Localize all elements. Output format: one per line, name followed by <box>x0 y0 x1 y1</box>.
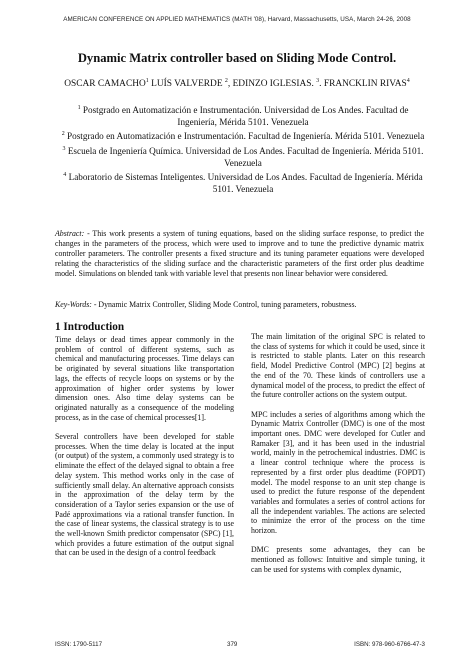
affiliation-number: 1 <box>77 105 81 111</box>
affiliation-text: Postgrado en Automatización e Instrumentación. Facultad de Ingeniería. Mérida 5101. Venezuela <box>67 131 425 142</box>
author-affiliation-number: 2 <box>224 78 228 84</box>
affiliation <box>58 128 428 142</box>
author-affiliation-number: 4 <box>406 78 410 84</box>
author-affiliation-number: 3 <box>316 78 320 84</box>
affiliation-number: 4 <box>63 172 67 179</box>
affiliation-text: Postgrado en Automatización e Instrumentación. Universidad de Los Andes. Facultad de Ingeniería, Mérida 5101. Venezuela <box>82 105 409 128</box>
body-paragraph: MPC includes a series of algorithms among which the Dynamic Matrix Controller (DMC) is one of the most important ones. DMC were developed for Cutler and Ramaker [3], and it has been used in the industrial world, mainly in the petrochemical industries. DMC is a linear control technique where the process is represented by a first order plus deadtime (FOPDT) model. The model response to an unit step change is used to predict the future response of the dependent variables and formulates a series of control actions for all the independent variables. The actions are selected to minimize the error of the process on the time horizon. <box>251 409 425 536</box>
author-list <box>0 78 474 89</box>
right-column <box>251 332 425 584</box>
section-heading: 1 Introduction <box>55 321 125 333</box>
author-separator: , <box>227 79 233 90</box>
affiliation-list <box>58 102 428 196</box>
affiliation <box>58 143 428 169</box>
affiliation-text: Laboratorio de Sistemas Inteligentes. Universidad de Los Andes. Facultad de Ingeniería. Mérida 5101. Venezuela <box>68 172 423 195</box>
paper-title: Dynamic Matrix controller based on Sliding Mode Control. <box>77 51 397 65</box>
author-name: FRANCKLIN RIVAS <box>323 79 407 90</box>
author-name: LUÍS VALVERDE <box>151 79 225 90</box>
affiliation <box>58 169 428 195</box>
affiliation-text: Escuela de Ingeniería Química. Universidad de Los Andes. Facultad de Ingeniería. Mérida 5101. Venezuela <box>67 145 424 168</box>
footer-isbn: ISBN: 978-960-6766-47-3 <box>354 641 425 648</box>
left-column <box>55 321 234 568</box>
abstract-text: - This work presents a system of tuning equations, based on the sliding surface response, to predict the changes in the parameters of the process, which were used to improve and to tune the predictive dynamic matrix controller parameters. The controller presents a fixed structure and its tuning parameter equations were developed relating the characteristics of the sliding surface and the characteristic parameters of the first order plus deadtime model. Simulations on blended tank with variable level that presents non linear behavior were considered. <box>55 229 424 279</box>
abstract-label: Abstract: <box>55 229 85 238</box>
footer-page-number: 379 <box>227 641 238 648</box>
author-affiliation-number: 1 <box>145 78 149 84</box>
keywords <box>55 300 424 310</box>
body-paragraph: DMC presents some advantages, they can be mentioned as follows: Intuitive and simple tuning, it can be used for systems with complex dynamic, <box>251 545 425 574</box>
affiliation <box>58 102 428 128</box>
body-paragraph: The main limitation of the original SPC is related to the class of systems for which it could be used, since it is restricted to stable plants. Later on this research field, Model Predictive Control (MPC) [2] begins at the end of the 70. These kinds of controllers use a dynamical model of the process, to predict the effect of the future controller actions on the system output. <box>251 332 425 400</box>
keywords-text: - Dynamic Matrix Controller, Sliding Mode Control, tuning parameters, robustness. <box>91 300 357 309</box>
author-separator: . <box>319 79 324 90</box>
affiliation-number: 3 <box>62 145 66 152</box>
body-paragraph: Time delays or dead times appear commonly in the problem of control of different systems, such as chemical and manufacturing processes. Time delays can be originated by several situations like transportation lags, the effects of recycle loops on systems or by the approximation of higher order systems by lower dimension ones. Also time delay systems can be originated naturally as a consequence of the modeling process, as in the case of chemical processes[1]. <box>55 335 234 422</box>
affiliation-number: 2 <box>61 131 65 138</box>
footer-issn: ISSN: 1790-5117 <box>55 641 103 648</box>
abstract <box>55 229 424 279</box>
author-name: OSCAR CAMACHO <box>64 79 146 90</box>
body-paragraph: Several controllers have been developed for stable processes. When the time delay is located at the input (or output) of the system, a commonly used strategy is to eliminate the effect of the delayed signal to obtain a free delay system. This method works only in the case of sufficiently small delay. An alternative approach consists in the approximation of the delay term by the consideration of a Taylor series expansion or the use of Padé approximations via a rational transfer function. In the case of linear systems, the classical strategy is to use the well-known Smith predictor compensator (SPC) [1], which provides a future estimation of the output signal that can be used in the design of a control feedback <box>55 432 234 558</box>
keywords-label: Key-Words: <box>55 300 92 309</box>
author-name: EDINZO IGLESIAS. <box>232 79 317 90</box>
running-header: AMERICAN CONFERENCE ON APPLIED MATHEMATICS (MATH '08), Harvard, Massachusetts, USA, March 24-26, 2008 <box>63 16 411 23</box>
